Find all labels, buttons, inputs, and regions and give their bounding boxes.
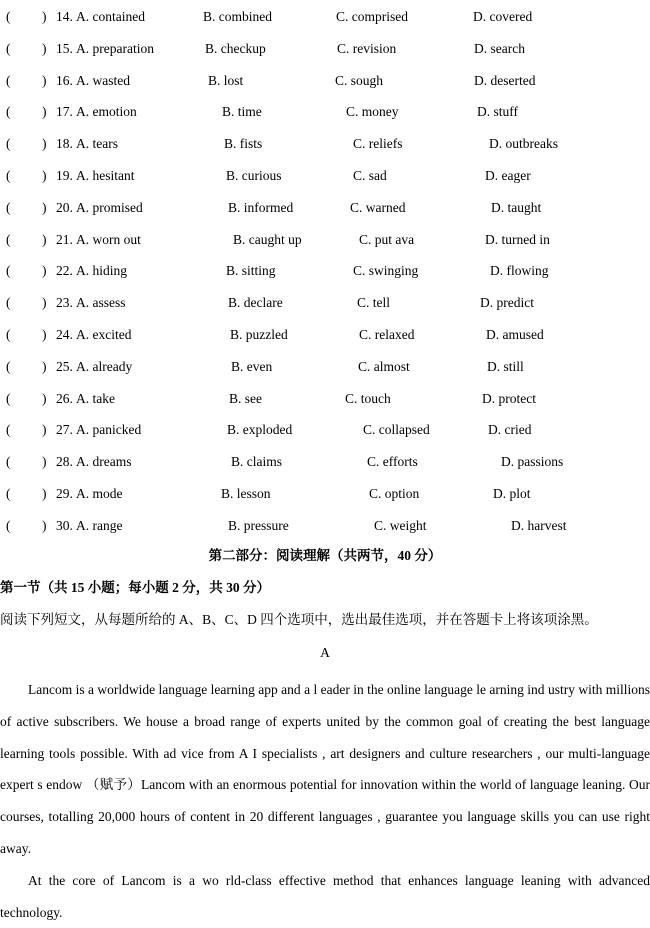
question-number: 16.: [56, 72, 73, 88]
question-number: 21.: [56, 231, 73, 247]
passage-letter: A: [320, 645, 330, 660]
answer-paren-open: (: [6, 454, 11, 470]
option-d: D. harvest: [511, 517, 567, 533]
option-c: C. revision: [337, 40, 397, 56]
answer-paren-close: ): [42, 390, 47, 406]
option-d: D. search: [474, 40, 525, 56]
option-c: C. put ava: [359, 231, 415, 247]
option-d: D. cried: [488, 422, 532, 438]
answer-paren-close: ): [42, 104, 47, 120]
option-a: A. excited: [76, 327, 132, 342]
question-number: 28.: [56, 454, 73, 470]
answer-paren-open: (: [6, 263, 11, 279]
option-d: D. eager: [485, 168, 531, 183]
option-d: D. flowing: [490, 263, 549, 279]
answer-paren-close: ): [42, 454, 47, 470]
reading-passage: [0, 674, 650, 928]
question-number: 25.: [56, 358, 73, 374]
option-a: A. assess: [76, 295, 126, 311]
option-b: B. combined: [203, 9, 272, 24]
option-b: B. lost: [208, 72, 244, 88]
question-number: 29.: [56, 486, 73, 501]
option-d: D. amused: [486, 327, 544, 342]
question-number: 15.: [56, 40, 73, 56]
question-number: 14.: [56, 9, 73, 24]
answer-paren-close: ): [42, 9, 47, 24]
option-c: C. reliefs: [353, 136, 403, 152]
option-a: A. range: [76, 517, 123, 533]
answer-paren-close: ): [42, 199, 47, 215]
option-c: C. swinging: [353, 263, 419, 279]
option-b: B. pressure: [228, 517, 289, 533]
question-number: 18.: [56, 136, 73, 152]
option-b: B. curious: [226, 168, 282, 183]
question-number: 22.: [56, 263, 73, 279]
answer-paren-close: ): [42, 422, 47, 438]
option-c: C. weight: [374, 517, 427, 533]
option-a: A. contained: [76, 9, 145, 24]
answer-paren-close: ): [42, 358, 47, 374]
answer-paren-close: ): [42, 168, 47, 183]
question-number: 26.: [56, 390, 73, 406]
option-a: A. hesitant: [76, 168, 135, 183]
option-c: C. warned: [350, 199, 406, 215]
option-a: A. dreams: [76, 454, 132, 470]
paragraph-2: At the core of Lancom is a wo rld-class effective method that enhances language leaning with advanced technology.: [0, 872, 650, 920]
option-a: A. worn out: [76, 231, 141, 247]
answer-paren-close: ): [42, 72, 47, 88]
option-d: D. outbreaks: [489, 136, 558, 152]
answer-paren-open: (: [6, 390, 11, 406]
question-number: 20.: [56, 199, 73, 215]
option-d: D. turned in: [485, 231, 550, 247]
answer-paren-close: ): [42, 486, 47, 501]
option-d: D. protect: [482, 390, 536, 406]
option-c: C. almost: [358, 358, 410, 374]
option-a: A. wasted: [76, 72, 130, 88]
answer-paren-open: (: [6, 486, 11, 501]
option-c: C. collapsed: [363, 422, 430, 438]
option-d: D. passions: [501, 454, 564, 470]
option-b: B. exploded: [227, 422, 293, 438]
option-c: C. efforts: [367, 454, 418, 470]
option-d: D. covered: [473, 9, 533, 24]
answer-paren-open: (: [6, 231, 11, 247]
option-d: D. still: [487, 358, 524, 374]
question-number: 24.: [56, 327, 73, 342]
option-a: A. hiding: [76, 263, 128, 279]
option-a: A. preparation: [76, 40, 154, 56]
answer-paren-open: (: [6, 358, 11, 374]
option-b: B. lesson: [221, 486, 271, 501]
answer-paren-close: ): [42, 231, 47, 247]
question-number: 23.: [56, 295, 73, 311]
option-b: B. sitting: [226, 263, 276, 279]
option-c: C. relaxed: [359, 327, 415, 342]
option-d: D. deserted: [474, 72, 536, 88]
section1-title: 第一节（共 15 小题；每小题 2 分，共 30 分）: [0, 580, 270, 595]
answer-paren-open: (: [6, 199, 11, 215]
question-number: 17.: [56, 104, 73, 120]
option-c: C. money: [346, 104, 399, 120]
option-b: B. fists: [224, 136, 263, 152]
option-b: B. declare: [228, 295, 283, 311]
option-b: B. even: [231, 358, 273, 374]
option-c: C. tell: [357, 295, 390, 311]
answer-paren-close: ): [42, 327, 47, 342]
option-c: C. sad: [353, 168, 387, 183]
option-c: C. touch: [345, 390, 391, 406]
option-b: B. informed: [228, 199, 294, 215]
option-d: D. plot: [493, 486, 531, 501]
answer-paren-open: (: [6, 72, 11, 88]
answer-paren-open: (: [6, 517, 11, 533]
answer-paren-close: ): [42, 136, 47, 152]
answer-paren-close: ): [42, 40, 47, 56]
option-b: B. time: [222, 104, 262, 120]
question-number: 30.: [56, 517, 73, 533]
instructions: 阅读下列短文，从每题所给的 A、B、C、D 四个选项中，选出最佳选项，并在答题卡上将该项涂黑。: [0, 612, 598, 627]
answer-paren-open: (: [6, 295, 11, 311]
option-b: B. puzzled: [230, 327, 288, 342]
answer-paren-open: (: [6, 136, 11, 152]
option-a: A. take: [76, 390, 115, 406]
option-b: B. caught up: [233, 231, 302, 247]
option-a: A. mode: [76, 486, 123, 501]
answer-paren-open: (: [6, 168, 11, 183]
option-d: D. stuff: [477, 104, 519, 120]
answer-paren-close: ): [42, 263, 47, 279]
option-b: B. see: [229, 390, 262, 406]
option-d: D. predict: [480, 295, 534, 311]
option-a: A. promised: [76, 199, 143, 215]
paragraph-1: Lancom is a worldwide language learning app and a l eader in the online language le arning ind ustry with millions of active subscribers. We house a broad range of experts united by the common goal of creating the best language learning tools possible. With ad vice from A I specialists , art designers and culture researchers , our multi-language expert s endow （赋予）Lancom with an enormous potential for innovation within the world of language leaning. Our courses, totalling 20,000 hours of content in 20 different languages , guarantee you language skills you can use right away.: [0, 682, 650, 856]
answer-paren-open: (: [6, 327, 11, 342]
question-number: 19.: [56, 168, 73, 183]
answer-paren-open: (: [6, 40, 11, 56]
question-number: 27.: [56, 422, 73, 438]
option-d: D. taught: [491, 199, 542, 215]
option-b: B. claims: [231, 454, 282, 470]
answer-paren-open: (: [6, 422, 11, 438]
option-b: B. checkup: [205, 40, 266, 56]
option-c: C. sough: [335, 72, 384, 88]
option-a: A. already: [76, 358, 133, 374]
option-c: C. option: [369, 486, 420, 501]
option-a: A. tears: [76, 136, 118, 152]
answer-paren-open: (: [6, 104, 11, 120]
option-a: A. emotion: [76, 104, 137, 120]
answer-paren-open: (: [6, 9, 11, 24]
answer-paren-close: ): [42, 517, 47, 533]
option-c: C. comprised: [336, 9, 408, 24]
part2-title: 第二部分：阅读理解（共两节，40 分）: [208, 548, 442, 563]
option-a: A. panicked: [76, 422, 142, 438]
answer-paren-close: ): [42, 295, 47, 311]
